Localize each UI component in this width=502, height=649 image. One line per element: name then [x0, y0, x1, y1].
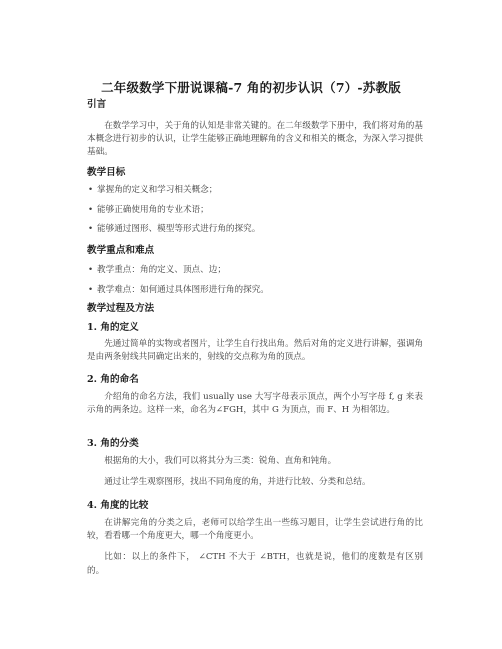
bullet-icon: • [88, 284, 94, 295]
section-heading: 2. 角的命名 [87, 374, 139, 385]
key-points-list [87, 264, 423, 296]
section-4-body [87, 517, 423, 578]
intro-paragraph: 在数学学习中，关于角的认知是非常关键的。在二年级数学下册中，我们将对角的基本概念进行初步的认识，让学生能够正确地理解角的含义和相关的概念，为深入学习提供基础。 [87, 121, 423, 158]
objectives-list-wrap [87, 184, 423, 243]
section-2-heading-wrap [87, 373, 423, 386]
bullet-icon: • [88, 185, 94, 195]
key-points-section [87, 244, 423, 257]
section-3-body [87, 455, 423, 489]
bullet-icon: • [88, 265, 94, 275]
section-heading: 4. 角度的比较 [87, 500, 149, 511]
bullet-icon: • [88, 204, 94, 215]
list-item: • 教学难点：如何通过具体图形进行角的探究。 [88, 284, 269, 295]
list-item: • 掌握角的定义和学习相关概念； [88, 185, 218, 195]
section-heading: 3. 角的分类 [87, 438, 139, 449]
intro-section [87, 98, 423, 111]
process-heading: 教学过程及方法 [87, 303, 155, 314]
paragraph: 比如：以上的条件下， ∠CTH 不大于 ∠BTH，也就是说，他们的度数是有区别的。 [87, 552, 423, 576]
objectives-heading: 教学目标 [87, 167, 126, 178]
objectives-section [87, 166, 423, 179]
intro-heading: 引言 [87, 99, 107, 110]
paragraph: 根据角的大小，我们可以将其分为三类：锐角、直角和钝角。 [104, 456, 337, 466]
paragraph: 介绍角的命名方法，我们 usually use 大写字母表示顶点，两个小写字母 f, g 来表示角的两条边。这样一来，命名为∠FGH，其中 G 为顶点，而 F、H 为相邻边。 [87, 392, 423, 416]
section-1-body [87, 338, 423, 364]
process-section [87, 302, 423, 315]
list-item: • 能够通过图形、模型等形式进行角的探究。 [88, 224, 261, 235]
intro-body [87, 120, 423, 160]
section-4-heading-wrap [87, 499, 423, 512]
list-item: • 能够正确使用角的专业术语； [88, 204, 209, 215]
section-1-heading-wrap [87, 321, 423, 334]
key-points-list-wrap [87, 264, 423, 303]
section-2-body [87, 391, 423, 417]
objectives-list [87, 184, 423, 235]
paragraph: 在讲解完角的分类之后，老师可以给学生出一些练习题目，让学生尝试进行角的比较，看看哪一个角度更大，哪一个角度更小。 [87, 518, 423, 542]
paragraph: 先通过简单的实物或者图片，让学生自行找出角。然后对角的定义进行讲解，强调角是由两条射线共同确定出来的，射线的交点称为角的顶点。 [87, 339, 423, 363]
key-points-heading: 教学重点和难点 [87, 245, 155, 256]
bullet-icon: • [88, 224, 94, 235]
section-3-heading-wrap [87, 437, 423, 450]
list-item: • 教学重点：角的定义、顶点、边； [88, 265, 226, 275]
document-title: 二年级数学下册说课稿-7 角的初步认识（7）-苏教版 [101, 80, 401, 95]
section-heading: 1. 角的定义 [87, 322, 139, 333]
paragraph: 通过让学生观察图形，找出不同角度的角，并进行比较、分类和总结。 [104, 477, 371, 488]
